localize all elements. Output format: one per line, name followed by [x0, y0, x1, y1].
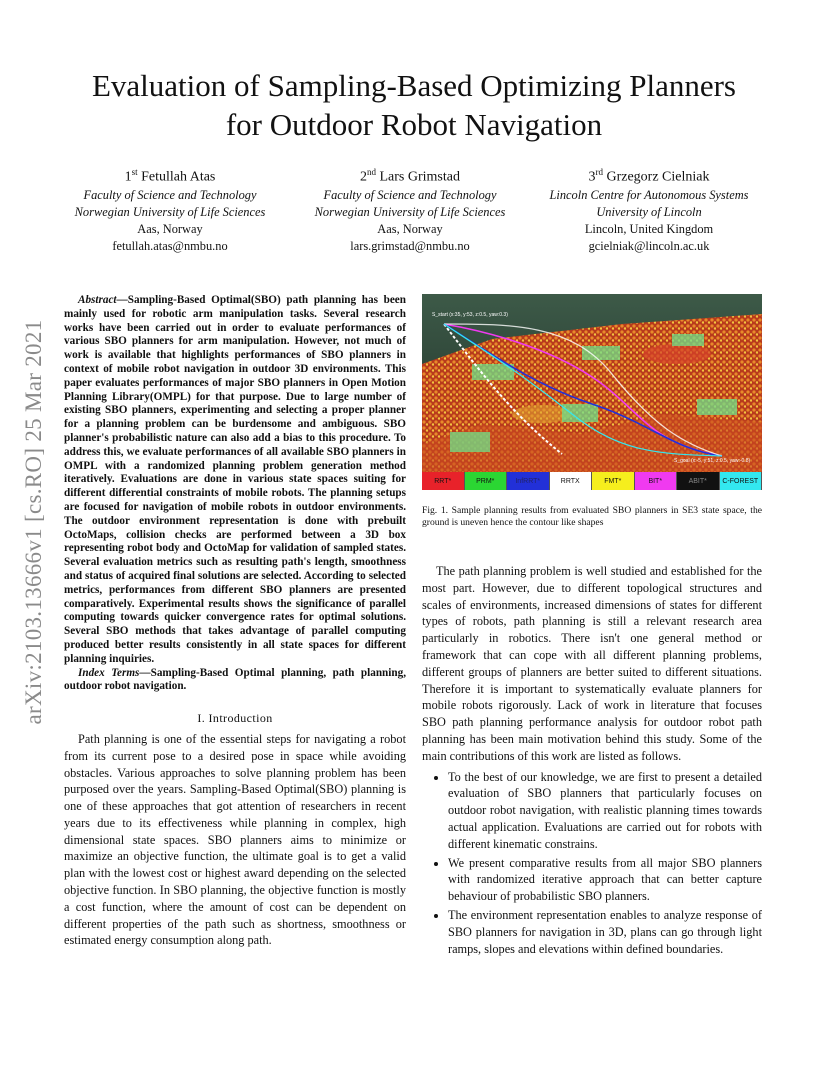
author-name: 2nd Lars Grimstad: [360, 167, 460, 185]
start-label: S_start (x:35, y:53, z:0.5, yaw:0.3): [432, 312, 508, 318]
author-email: gcielniak@lincoln.ac.uk: [588, 238, 710, 253]
list-item: • The environment representation enables to analyze response of SBO planners for navigation in 3D, plans can go through light ramps, slopes and elevations within defined boundaries.: [448, 907, 762, 957]
author-affiliation: Norwegian University of Life Sciences: [74, 204, 266, 219]
goal-label: S_goal (x:-5, y:51, z:0.5, yaw:-0.8): [674, 458, 751, 464]
author-location: Aas, Norway: [137, 221, 203, 236]
author-email: fetullah.atas@nmbu.no: [112, 238, 228, 253]
author-3: [538, 163, 760, 255]
obstacle-box: [697, 399, 737, 415]
author-affiliation: Faculty of Science and Technology: [83, 187, 257, 202]
contribution-list: [422, 769, 762, 958]
legend-item: FMT*: [592, 472, 635, 490]
author-block: [60, 163, 780, 253]
title-line-2: for Outdoor Robot Navigation: [225, 107, 603, 142]
author-affiliation: Faculty of Science and Technology: [323, 187, 497, 202]
intro-paragraph-1: Path planning is one of the essential steps for navigating a robot from its current pose to a desired pose in space while avoiding obstacles. Various approaches to solve planning problem has been purposed over the years. Sampling-Based Optimal(SBO) planning is one of these approaches that got attention of researchers in recent years due to its effectiveness while planning in complex, high dimensional state spaces. SBO planners aims to minimize or maximize an objective function, the ultimate goal is to get a valid plan with the lowest cost or highest award depending on the selected objective function. In SBO planning, the objective function is mostly a cost function, where the amount of cost can be dependent on different properties of the path such as shortness, smoothness or estimated energy consumption along path.: [64, 731, 406, 948]
index-terms: [64, 667, 406, 695]
author-location: Lincoln, United Kingdom: [584, 221, 714, 236]
abstract-label: Abstract: [78, 294, 117, 306]
intro-paragraph-2: The path planning problem is well studied and established for the most part. However, due to different topological structures and scales of environments, increased dimensions of states for different types of robots, path planning is still a relevant research area particularly in robotics. There isn't one general method or framework that can cope with all different planning problems, different groups of planners are better suited to different situations. Therefore it is important to systematically evaluate planners for mobile robots rigorously. Lack of work in literature that focuses SBO path planning performance analysis for outdoor robot path planning has been main motivation behind this study. Some of the main contributions of this work are listed as follows.: [422, 564, 762, 763]
title-line-1: Evaluation of Sampling-Based Optimizing Planners: [91, 68, 736, 103]
arxiv-id: arXiv:2103.13666v1 [cs.RO] 25 Mar 2021: [21, 319, 46, 725]
arxiv-sidebar: [14, 282, 54, 762]
index-terms-text: —Sampling-Based Optimal planning, path planning, outdoor robot navigation.: [64, 666, 406, 693]
terrain-plot: [422, 294, 762, 472]
author-2: [300, 163, 520, 255]
legend-item: C-FOREST: [720, 472, 763, 490]
author-location: Aas, Norway: [377, 221, 443, 236]
author-affiliation: Norwegian University of Life Sciences: [314, 204, 506, 219]
author-1: [60, 163, 280, 255]
list-item: • We present comparative results from all major SBO planners with randomized iterative approach that can better capture behaviour of probabilistic SBO planners.: [448, 855, 762, 905]
index-terms-label: Index Terms: [78, 666, 140, 679]
author-name: 3rd Grzegorz Cielniak: [588, 167, 710, 185]
section-heading: I. Introduction: [197, 711, 273, 726]
legend-item: RRT*: [422, 472, 465, 490]
author-affiliation: University of Lincoln: [596, 204, 702, 219]
legend-item: BIT*: [635, 472, 678, 490]
left-column: [64, 294, 406, 949]
author-affiliation: Lincoln Centre for Autonomous Systems: [549, 187, 749, 202]
abstract-text: —Sampling-Based Optimal(SBO) path planning has been mainly used for robotic arm manipulation tasks. Several research works have been carried out in order to evaluate performances of various SBO planners for arm manipulation. However, not much of work is available that highlights performances of SBO planners in context of mobile robot navigation in outdoor 3D environments. This paper evaluates performances of major SBO planners in Open Motion Planning Library(OMPL) for that purpose. Due to large number of existing SBO planners, experimenting and selecting a proper planner for a planning problem can be burdensome and ambiguous. SBO planner's probabilistic nature can also add a bias to this procedure. To address this, we evaluate performances of all available SBO planners in OMPL with a randomized planning problem generation method iteratively. Evaluations are done in various state spaces suiting for different differential constraints of mobile robots. The planning setups are focused for navigation of mobile robots in outdoor environments. The outdoor environment representation is done with prebuilt OctoMaps, collision checks are performed between a 3D box representing robot body and OctoMap for validation of sampled states. Several evaluation metrics such as resulting path's length, smoothness and status of acquired final solutions are selected. According to selected metrics, performances from different SBO planners are presented comparatively. Experimental results shows the significance of parallel computing towards quicker convergence rates for optimal solutions. Several SBO methods that takes advantage of parallel computing produced better results consistently in all state spaces for different planning inquiries.: [64, 294, 406, 665]
figure-caption: Fig. 1. Sample planning results from evaluated SBO planners in SE3 state space, the ground is uneven hence the contour like shapes: [422, 505, 762, 529]
legend-item: InfRRT*: [507, 472, 550, 490]
list-item: • To the best of our knowledge, we are first to present a detailed evaluation of SBO planners that particularly focuses on outdoor robot navigation, with realistic planning times towards actual application. Evaluations are carried out for robots with different kinematic constrains.: [448, 769, 762, 853]
right-column: [422, 563, 762, 959]
obstacle-box: [450, 432, 490, 452]
legend-item: RRTX: [550, 472, 593, 490]
obstacle-box: [562, 404, 598, 422]
author-name: 1st Fetullah Atas: [124, 167, 216, 185]
abstract: [64, 294, 406, 667]
legend-item: ABIT*: [677, 472, 720, 490]
author-email: lars.grimstad@nmbu.no: [350, 238, 470, 253]
figure-legend: [422, 472, 762, 490]
paper-title: [40, 66, 788, 144]
obstacle-box: [672, 334, 704, 346]
figure-1: [422, 294, 762, 490]
obstacle-box: [582, 346, 620, 360]
legend-item: PRM*: [465, 472, 508, 490]
